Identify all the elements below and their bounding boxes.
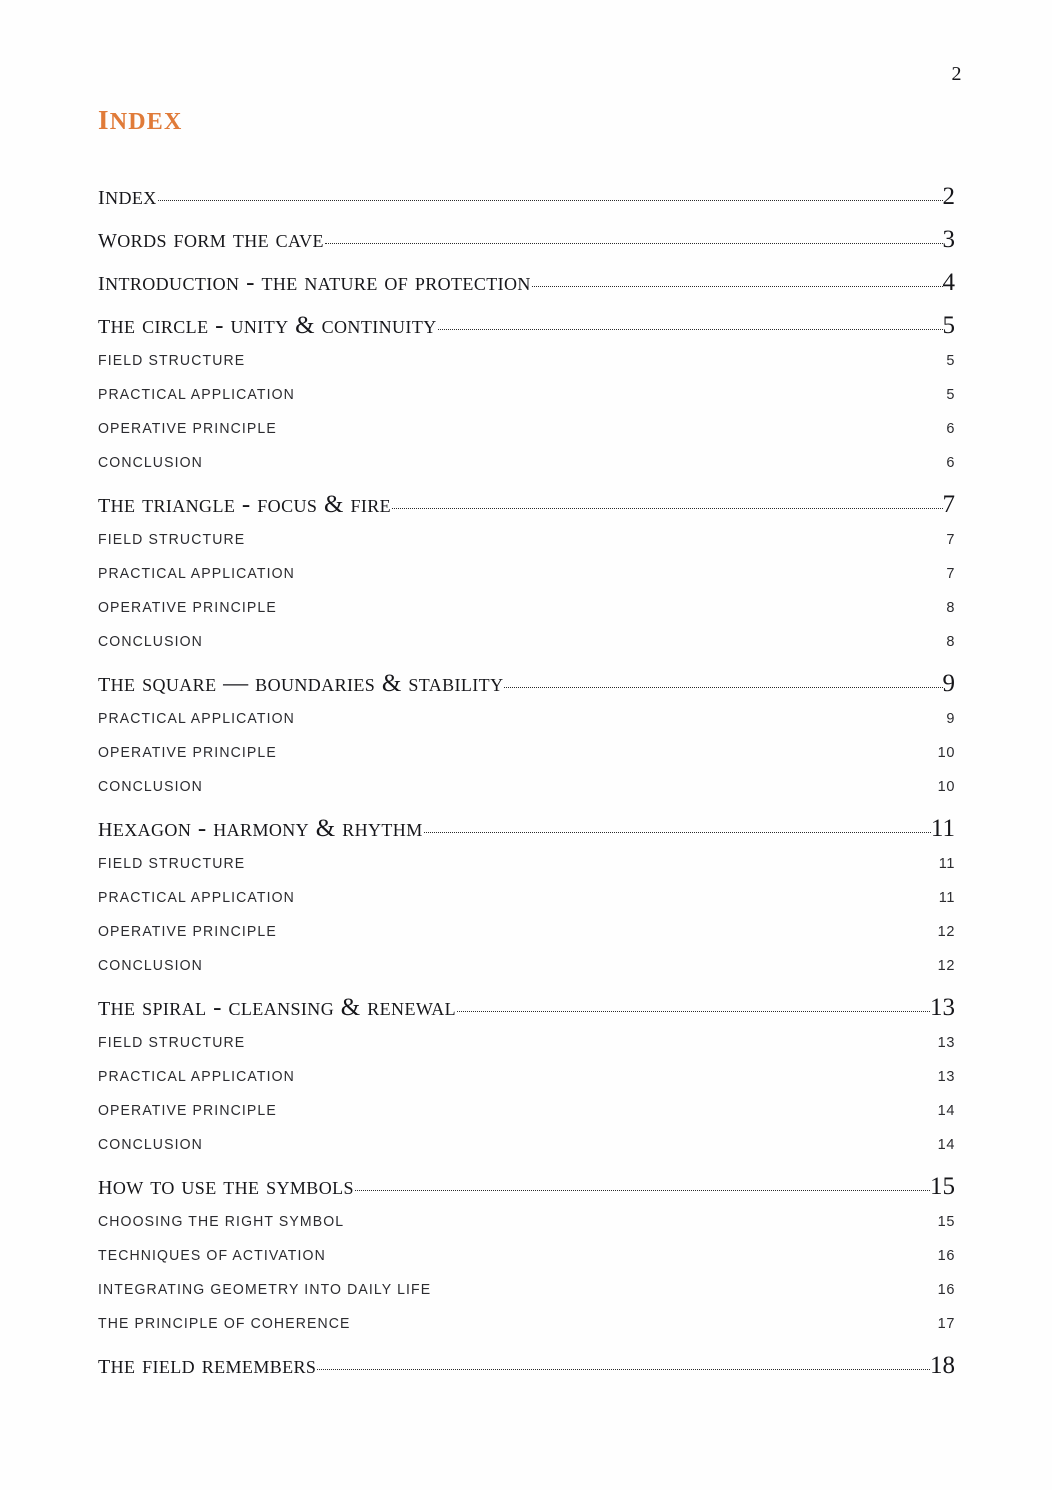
toc-entry-page-number: 5 <box>946 387 955 403</box>
toc-entry-label: THE PRINCIPLE OF COHERENCE <box>98 1316 351 1332</box>
toc-entry-label: how to use the symbols <box>98 1170 354 1201</box>
toc-entry-page-number: 11 <box>930 815 955 842</box>
toc-entry-level-2[interactable] <box>98 1249 955 1283</box>
toc-entry-level-2[interactable] <box>98 1070 955 1104</box>
toc-entry-page-number: 2 <box>942 183 955 210</box>
toc-entry-page-number: 16 <box>937 1248 955 1264</box>
toc-entry-label: the triangle - focus & fire <box>98 488 392 519</box>
toc-entry-level-2[interactable] <box>98 891 955 925</box>
toc-entry-label: words form the cave <box>98 223 324 254</box>
toc-entry-page-number: 13 <box>937 1035 955 1051</box>
toc-leader-dots <box>158 188 943 204</box>
toc-entry-label: CONCLUSION <box>98 634 203 650</box>
toc-entry-level-1[interactable] <box>98 268 955 311</box>
toc-entry-page-number: 15 <box>937 1214 955 1230</box>
toc-entry-label: FIELD STRUCTURE <box>98 1035 246 1051</box>
toc-leader-dots <box>355 1178 930 1194</box>
toc-entry-page-number: 12 <box>937 958 955 974</box>
toc-entry-page-number: 9 <box>942 670 955 697</box>
toc-entry-label: introduction - the nature of protection <box>98 266 531 297</box>
toc-entry-label: PRACTICAL APPLICATION <box>98 387 295 403</box>
toc-entry-label: FIELD STRUCTURE <box>98 856 246 872</box>
toc-entry-page-number: 16 <box>937 1282 955 1298</box>
toc-entry-label: CONCLUSION <box>98 1137 203 1153</box>
toc-entry-label: the circle - unity & continuity <box>98 309 437 340</box>
toc-entry-level-2[interactable] <box>98 388 955 422</box>
toc-entry-level-2[interactable] <box>98 712 955 746</box>
toc-leader-dots <box>317 1357 930 1373</box>
toc-entry-page-number: 14 <box>937 1103 955 1119</box>
toc-entry-page-number: 7 <box>946 566 955 582</box>
toc-entry-page-number: 15 <box>930 1173 955 1200</box>
toc-entry-page-number: 11 <box>938 856 955 872</box>
toc-leader-dots <box>504 675 942 691</box>
toc-entry-level-1[interactable] <box>98 182 955 225</box>
toc-entry-page-number: 10 <box>937 745 955 761</box>
toc-entry-level-1[interactable] <box>98 1172 955 1215</box>
toc-entry-page-number: 5 <box>942 312 955 339</box>
toc-entry-level-1[interactable] <box>98 669 955 712</box>
toc-entry-level-2[interactable] <box>98 1104 955 1138</box>
toc-entry-level-1[interactable] <box>98 490 955 533</box>
toc-entry-page-number: 8 <box>946 600 955 616</box>
toc-entry-level-2[interactable] <box>98 354 955 388</box>
toc-entry-label: OPERATIVE PRINCIPLE <box>98 745 277 761</box>
toc-entry-level-2[interactable] <box>98 1138 955 1172</box>
toc-entry-label: TECHNIQUES OF ACTIVATION <box>98 1248 326 1264</box>
toc-entry-label: index <box>98 180 157 211</box>
toc-leader-dots <box>457 999 930 1015</box>
toc-entry-level-2[interactable] <box>98 1317 955 1351</box>
toc-entry-page-number: 12 <box>937 924 955 940</box>
toc-leader-dots <box>532 274 943 290</box>
toc-entry-label: CONCLUSION <box>98 779 203 795</box>
toc-entry-level-2[interactable] <box>98 959 955 993</box>
toc-entry-level-2[interactable] <box>98 601 955 635</box>
toc-leader-dots <box>424 820 931 836</box>
toc-entry-level-2[interactable] <box>98 1215 955 1249</box>
toc-entry-label: PRACTICAL APPLICATION <box>98 566 295 582</box>
toc-entry-level-2[interactable] <box>98 857 955 891</box>
toc-entry-label: OPERATIVE PRINCIPLE <box>98 421 277 437</box>
toc-entry-label: FIELD STRUCTURE <box>98 353 246 369</box>
toc-entry-level-2[interactable] <box>98 1283 955 1317</box>
toc-entry-page-number: 14 <box>937 1137 955 1153</box>
toc-entry-label: the spiral - cleansing & renewal <box>98 991 457 1022</box>
toc-entry-level-2[interactable] <box>98 1036 955 1070</box>
toc-entry-page-number: 13 <box>930 994 955 1021</box>
toc-entry-page-number: 17 <box>937 1316 955 1332</box>
toc-entry-page-number: 3 <box>942 226 955 253</box>
toc-entry-level-1[interactable] <box>98 993 955 1036</box>
toc-entry-label: FIELD STRUCTURE <box>98 532 246 548</box>
table-of-contents <box>98 182 955 1394</box>
toc-entry-level-2[interactable] <box>98 925 955 959</box>
toc-entry-label: PRACTICAL APPLICATION <box>98 711 295 727</box>
toc-entry-label: PRACTICAL APPLICATION <box>98 890 295 906</box>
toc-entry-level-1[interactable] <box>98 311 955 354</box>
toc-entry-level-1[interactable] <box>98 814 955 857</box>
toc-entry-label: the square — boundaries & stability <box>98 667 504 698</box>
toc-entry-page-number: 5 <box>946 353 955 369</box>
toc-entry-level-2[interactable] <box>98 456 955 490</box>
toc-entry-label: hexagon - harmony & rhythm <box>98 812 423 843</box>
toc-entry-label: OPERATIVE PRINCIPLE <box>98 600 277 616</box>
toc-entry-level-2[interactable] <box>98 635 955 669</box>
toc-entry-page-number: 10 <box>937 779 955 795</box>
toc-entry-page-number: 6 <box>946 455 955 471</box>
toc-leader-dots <box>392 496 942 512</box>
toc-entry-page-number: 9 <box>946 711 955 727</box>
toc-entry-page-number: 18 <box>930 1352 955 1379</box>
toc-entry-label: the field remembers <box>98 1349 317 1380</box>
toc-entry-page-number: 11 <box>938 890 955 906</box>
toc-entry-page-number: 7 <box>946 532 955 548</box>
toc-entry-level-1[interactable] <box>98 1351 955 1394</box>
toc-entry-label: CHOOSING THE RIGHT SYMBOL <box>98 1214 345 1230</box>
page-content <box>98 98 955 1394</box>
toc-entry-page-number: 4 <box>942 269 955 296</box>
toc-entry-level-2[interactable] <box>98 567 955 601</box>
toc-entry-page-number: 8 <box>946 634 955 650</box>
toc-entry-label: OPERATIVE PRINCIPLE <box>98 1103 277 1119</box>
page-folio-number: 2 <box>951 63 962 85</box>
toc-entry-label: INTEGRATING GEOMETRY INTO DAILY LIFE <box>98 1282 432 1298</box>
page-title: index <box>98 96 183 138</box>
toc-entry-level-2[interactable] <box>98 533 955 567</box>
toc-entry-label: OPERATIVE PRINCIPLE <box>98 924 277 940</box>
toc-entry-level-2[interactable] <box>98 422 955 456</box>
toc-leader-dots <box>438 317 943 333</box>
toc-entry-label: PRACTICAL APPLICATION <box>98 1069 295 1085</box>
toc-entry-page-number: 13 <box>937 1069 955 1085</box>
toc-entry-level-1[interactable] <box>98 225 955 268</box>
toc-entry-label: CONCLUSION <box>98 958 203 974</box>
toc-entry-page-number: 7 <box>942 491 955 518</box>
toc-entry-level-2[interactable] <box>98 746 955 780</box>
toc-entry-label: CONCLUSION <box>98 455 203 471</box>
toc-entry-level-2[interactable] <box>98 780 955 814</box>
toc-leader-dots <box>325 231 943 247</box>
toc-entry-page-number: 6 <box>946 421 955 437</box>
